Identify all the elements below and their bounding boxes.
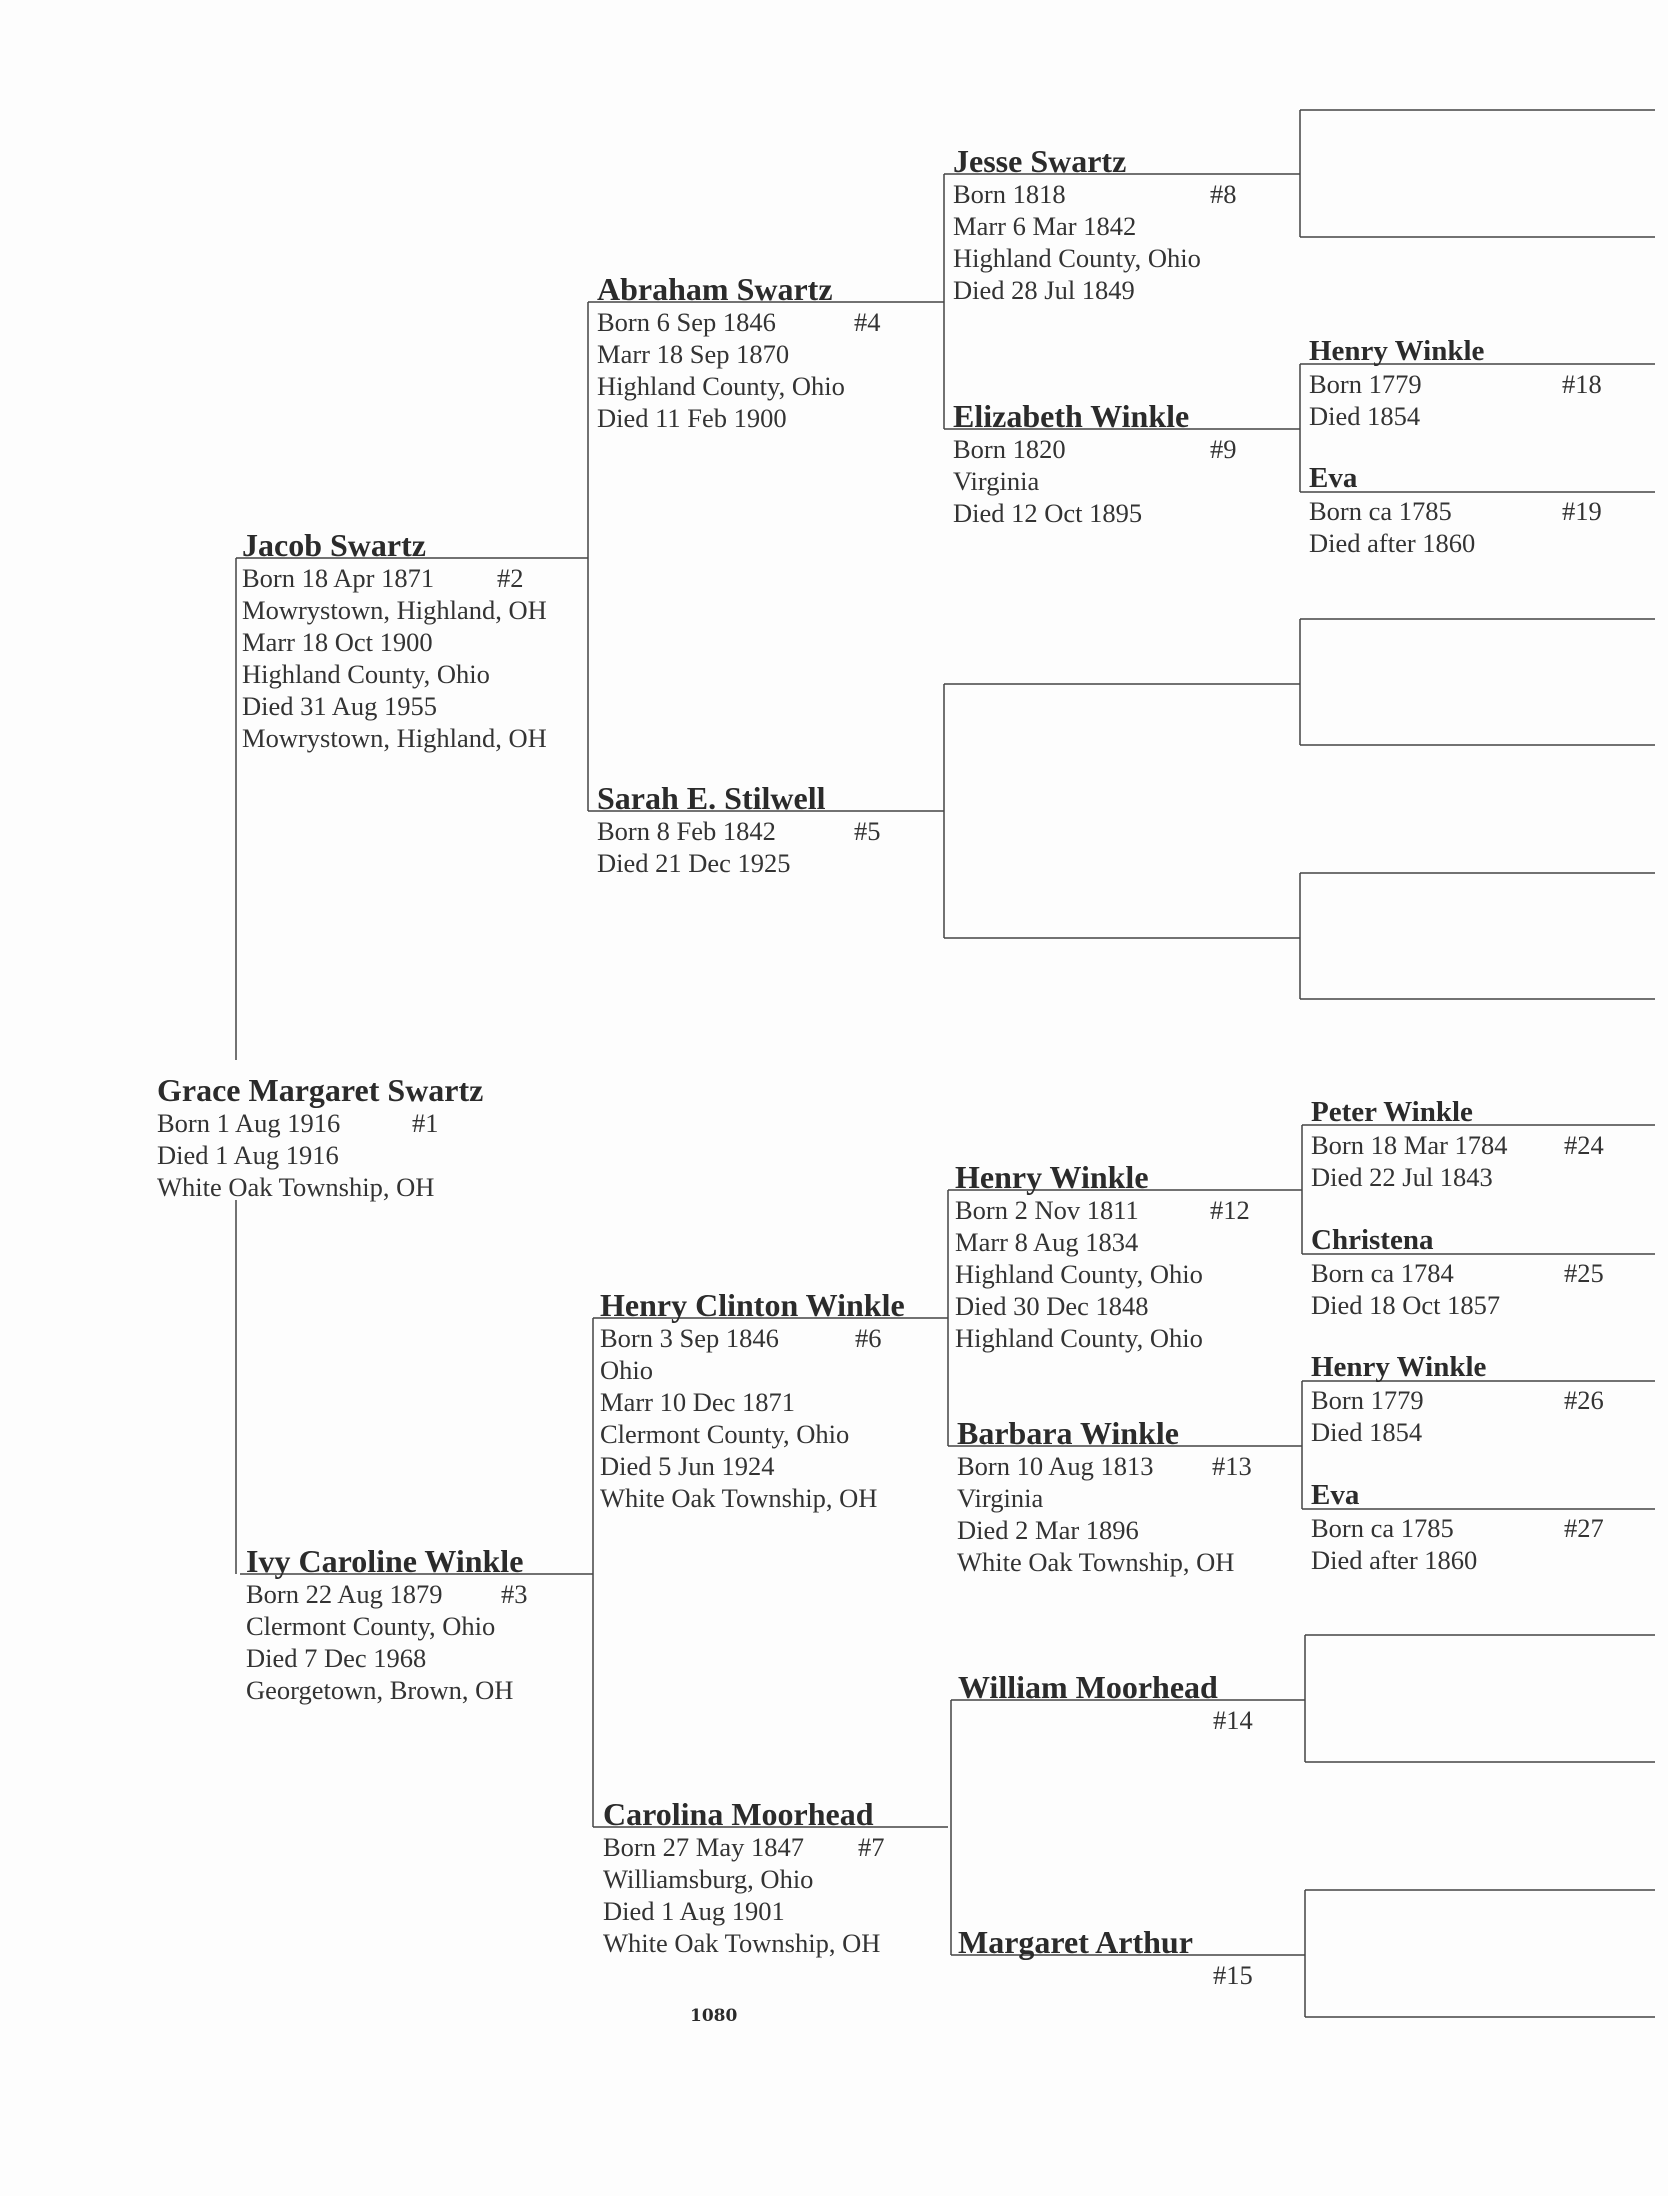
person-details (957, 1450, 1234, 1578)
detail-line: Born 1 Aug 1916 (157, 1108, 341, 1138)
person-name: Ivy Caroline Winkle (246, 1543, 524, 1579)
detail-line: Died 1 Aug 1901 (603, 1896, 785, 1926)
detail-line: White Oak Township, OH (603, 1928, 881, 1958)
detail-line: Virginia (953, 466, 1040, 496)
detail-line: Died 11 Feb 1900 (597, 403, 787, 433)
detail-line: White Oak Township, OH (600, 1483, 878, 1513)
person-number: #15 (1213, 1960, 1253, 1990)
detail-line: Born 22 Aug 1879 (246, 1579, 443, 1609)
person-name: Henry Winkle (1309, 335, 1485, 367)
detail-line: Died 18 Oct 1857 (1311, 1290, 1501, 1320)
detail-line: Born 1820 (953, 434, 1066, 464)
detail-line: Born 1779 (1311, 1385, 1424, 1415)
person-details (1311, 1129, 1508, 1193)
detail-line: Born 3 Sep 1846 (600, 1323, 779, 1353)
detail-line: Marr 18 Oct 1900 (242, 627, 433, 657)
person-name: Margaret Arthur (958, 1924, 1193, 1960)
detail-line: White Oak Township, OH (957, 1547, 1235, 1577)
person-details (603, 1831, 880, 1959)
person-details (953, 178, 1201, 306)
detail-line: Died 31 Aug 1955 (242, 691, 438, 721)
person-name: Jesse Swartz (953, 143, 1127, 179)
detail-line: Died after 1860 (1309, 528, 1476, 558)
detail-line: Died 12 Oct 1895 (953, 498, 1143, 528)
detail-line: Born 8 Feb 1842 (597, 816, 776, 846)
person-number: #13 (1212, 1451, 1252, 1481)
person-name: Peter Winkle (1311, 1096, 1473, 1128)
person-number: #14 (1213, 1705, 1253, 1735)
detail-line: Clermont County, Ohio (600, 1419, 850, 1449)
person-number: #27 (1564, 1513, 1604, 1543)
detail-line: Marr 10 Dec 1871 (600, 1387, 796, 1417)
person-details (1309, 495, 1475, 559)
person-name: Eva (1309, 462, 1358, 494)
person-name: Eva (1311, 1479, 1360, 1511)
detail-line: Mowrystown, Highland, OH (242, 595, 547, 625)
person-number: #12 (1210, 1195, 1250, 1225)
person-details (600, 1322, 877, 1514)
person-details (597, 815, 791, 879)
person-name: Jacob Swartz (242, 527, 426, 563)
detail-line: Died 1 Aug 1916 (157, 1140, 339, 1170)
person-name: Grace Margaret Swartz (157, 1072, 484, 1108)
detail-line: Died after 1860 (1311, 1545, 1478, 1575)
detail-line: Died 5 Jun 1924 (600, 1451, 775, 1481)
person-name: Sarah E. Stilwell (597, 780, 826, 816)
person-number: #25 (1564, 1258, 1604, 1288)
person-number: #18 (1562, 369, 1602, 399)
detail-line: Highland County, Ohio (955, 1259, 1203, 1289)
person-number: #24 (1564, 1130, 1604, 1160)
detail-line: Born 1818 (953, 179, 1066, 209)
detail-line: Died 21 Dec 1925 (597, 848, 791, 878)
person-number: #19 (1562, 496, 1602, 526)
person-number: #2 (497, 563, 524, 593)
person-name: Henry Winkle (1311, 1351, 1487, 1383)
detail-line: Ohio (600, 1355, 653, 1385)
detail-line: Marr 8 Aug 1834 (955, 1227, 1139, 1257)
detail-line: Born ca 1784 (1311, 1258, 1454, 1288)
detail-line: Marr 6 Mar 1842 (953, 211, 1137, 241)
detail-line: Born 1779 (1309, 369, 1422, 399)
detail-line: Died 1854 (1311, 1417, 1423, 1447)
detail-line: Highland County, Ohio (242, 659, 490, 689)
person-number: #3 (501, 1579, 528, 1609)
detail-line: Died 22 Jul 1843 (1311, 1162, 1493, 1192)
detail-line: Marr 18 Sep 1870 (597, 339, 790, 369)
person-details (157, 1107, 434, 1203)
detail-line: Highland County, Ohio (955, 1323, 1203, 1353)
detail-line: Highland County, Ohio (953, 243, 1201, 273)
person-details (246, 1578, 513, 1706)
detail-line: Born 10 Aug 1813 (957, 1451, 1154, 1481)
person-number: #5 (854, 816, 881, 846)
person-name: Barbara Winkle (957, 1415, 1179, 1451)
detail-line: Highland County, Ohio (597, 371, 845, 401)
person-number: #1 (412, 1108, 439, 1138)
person-name: William Moorhead (958, 1669, 1218, 1705)
person-name: Elizabeth Winkle (953, 398, 1190, 434)
detail-line: Born 2 Nov 1811 (955, 1195, 1139, 1225)
person-name: Christena (1311, 1224, 1434, 1256)
person-number: #9 (1210, 434, 1237, 464)
detail-line: Born 6 Sep 1846 (597, 307, 776, 337)
person-details (953, 433, 1142, 529)
person-name: Abraham Swartz (597, 271, 833, 307)
person-details (1311, 1257, 1500, 1321)
detail-line: Died 1854 (1309, 401, 1421, 431)
detail-line: Died 28 Jul 1849 (953, 275, 1135, 305)
person-details (955, 1194, 1203, 1354)
person-name: Henry Clinton Winkle (600, 1287, 905, 1323)
detail-line: Died 2 Mar 1896 (957, 1515, 1139, 1545)
detail-line: Clermont County, Ohio (246, 1611, 496, 1641)
detail-line: Died 7 Dec 1968 (246, 1643, 427, 1673)
person-number: #26 (1564, 1385, 1604, 1415)
detail-line: Died 30 Dec 1848 (955, 1291, 1149, 1321)
person-name: Henry Winkle (955, 1159, 1149, 1195)
person-number: #8 (1210, 179, 1237, 209)
person-number: #6 (855, 1323, 882, 1353)
person-details (1309, 368, 1422, 432)
detail-line: Born 27 May 1847 (603, 1832, 804, 1862)
person-number: #4 (854, 307, 881, 337)
person-details (1311, 1384, 1424, 1448)
detail-line: Born 18 Mar 1784 (1311, 1130, 1508, 1160)
detail-line: Georgetown, Brown, OH (246, 1675, 514, 1705)
detail-line: Williamsburg, Ohio (603, 1864, 814, 1894)
person-details (597, 306, 845, 434)
detail-line: White Oak Township, OH (157, 1172, 435, 1202)
person-details (1311, 1512, 1477, 1576)
detail-line: Born 18 Apr 1871 (242, 563, 435, 593)
detail-line: Born ca 1785 (1309, 496, 1452, 526)
detail-line: Virginia (957, 1483, 1044, 1513)
detail-line: Mowrystown, Highland, OH (242, 723, 547, 753)
person-number: #7 (858, 1832, 885, 1862)
person-name: Carolina Moorhead (603, 1796, 874, 1832)
detail-line: Born ca 1785 (1311, 1513, 1454, 1543)
page-number: 1080 (690, 2006, 738, 2026)
